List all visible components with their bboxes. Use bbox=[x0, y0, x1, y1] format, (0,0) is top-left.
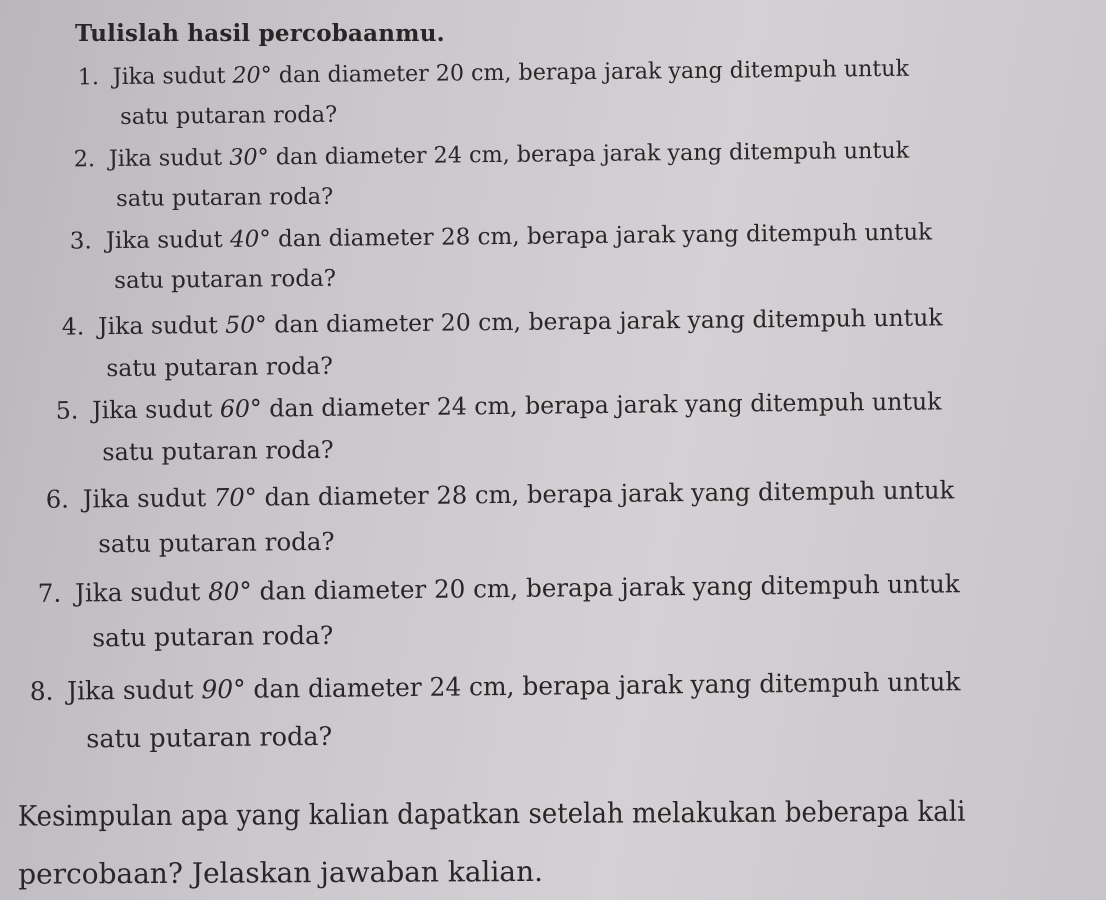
question-text-end: dan diameter 20 cm, berapa jarak yang ditempuh untuk bbox=[278, 55, 910, 89]
question-text-end: dan diameter 28 cm, berapa jarak yang ditempuh untuk bbox=[264, 475, 955, 512]
question-number: 6. bbox=[45, 484, 70, 514]
question-text-end: dan diameter 20 cm, berapa jarak yang ditempuh untuk bbox=[274, 303, 943, 339]
question-number: 4. bbox=[61, 312, 85, 341]
question-text-start: Jika sudut bbox=[67, 675, 194, 707]
conclusion-prompt bbox=[18, 782, 1037, 900]
angle-value: 90° bbox=[201, 674, 246, 706]
question-number: 8. bbox=[29, 676, 54, 707]
question-number: 3. bbox=[69, 228, 92, 255]
question-text-end: dan diameter 24 cm, berapa jarak yang ditempuh untuk bbox=[269, 387, 942, 423]
question-number: 7. bbox=[37, 578, 62, 608]
conclusion-line2: percobaan? Jelaskan jawaban kalian. bbox=[18, 854, 544, 891]
question-text-end: dan diameter 28 cm, berapa jarak yang ditempuh untuk bbox=[277, 219, 933, 253]
worksheet-heading: Tulislah hasil percobaanmu. bbox=[75, 20, 445, 47]
question-text-line2: satu putaran roda? bbox=[98, 526, 335, 559]
question-text-line2: satu putaran roda? bbox=[120, 101, 338, 130]
question-6 bbox=[46, 475, 964, 559]
question-text-end: dan diameter 20 cm, berapa jarak yang ditempuh untuk bbox=[259, 569, 960, 606]
angle-value: 30° bbox=[229, 144, 269, 171]
angle-value: 80° bbox=[207, 576, 252, 607]
question-8 bbox=[30, 667, 985, 755]
question-1 bbox=[78, 56, 922, 131]
question-text-start: Jika sudut bbox=[112, 62, 226, 91]
question-text-line2: satu putaran roda? bbox=[106, 351, 334, 383]
question-text-start: Jika sudut bbox=[105, 226, 223, 255]
question-text-line2: satu putaran roda? bbox=[92, 620, 334, 653]
question-2 bbox=[74, 138, 918, 213]
question-number: 5. bbox=[55, 396, 79, 425]
question-text-line2: satu putaran roda? bbox=[114, 265, 337, 295]
angle-value: 70° bbox=[213, 482, 257, 513]
question-text-end: dan diameter 24 cm, berapa jarak yang ditempuh untuk bbox=[275, 137, 910, 171]
question-text-line2: satu putaran roda? bbox=[116, 183, 334, 212]
question-text-start: Jika sudut bbox=[92, 395, 213, 425]
question-text-start: Jika sudut bbox=[98, 310, 218, 341]
question-text-start: Jika sudut bbox=[74, 577, 201, 608]
question-text-line2: satu putaran roda? bbox=[102, 435, 334, 467]
question-text-start: Jika sudut bbox=[108, 144, 223, 173]
question-3 bbox=[70, 219, 933, 294]
question-4 bbox=[62, 303, 943, 382]
conclusion-line1: Kesimpulan apa yang kalian dapatkan setelah melakukan beberapa kali bbox=[17, 794, 966, 833]
question-7 bbox=[38, 569, 975, 653]
question-text-start: Jika sudut bbox=[82, 483, 207, 514]
question-text-end: dan diameter 24 cm, berapa jarak yang ditempuh untuk bbox=[253, 667, 961, 705]
angle-value: 40° bbox=[229, 226, 271, 253]
angle-value: 50° bbox=[225, 310, 267, 339]
question-text-line2: satu putaran roda? bbox=[86, 721, 333, 755]
angle-value: 20° bbox=[232, 62, 272, 89]
angle-value: 60° bbox=[219, 394, 262, 423]
question-5 bbox=[56, 387, 956, 466]
question-number: 2. bbox=[73, 146, 96, 173]
question-number: 1. bbox=[77, 64, 100, 91]
